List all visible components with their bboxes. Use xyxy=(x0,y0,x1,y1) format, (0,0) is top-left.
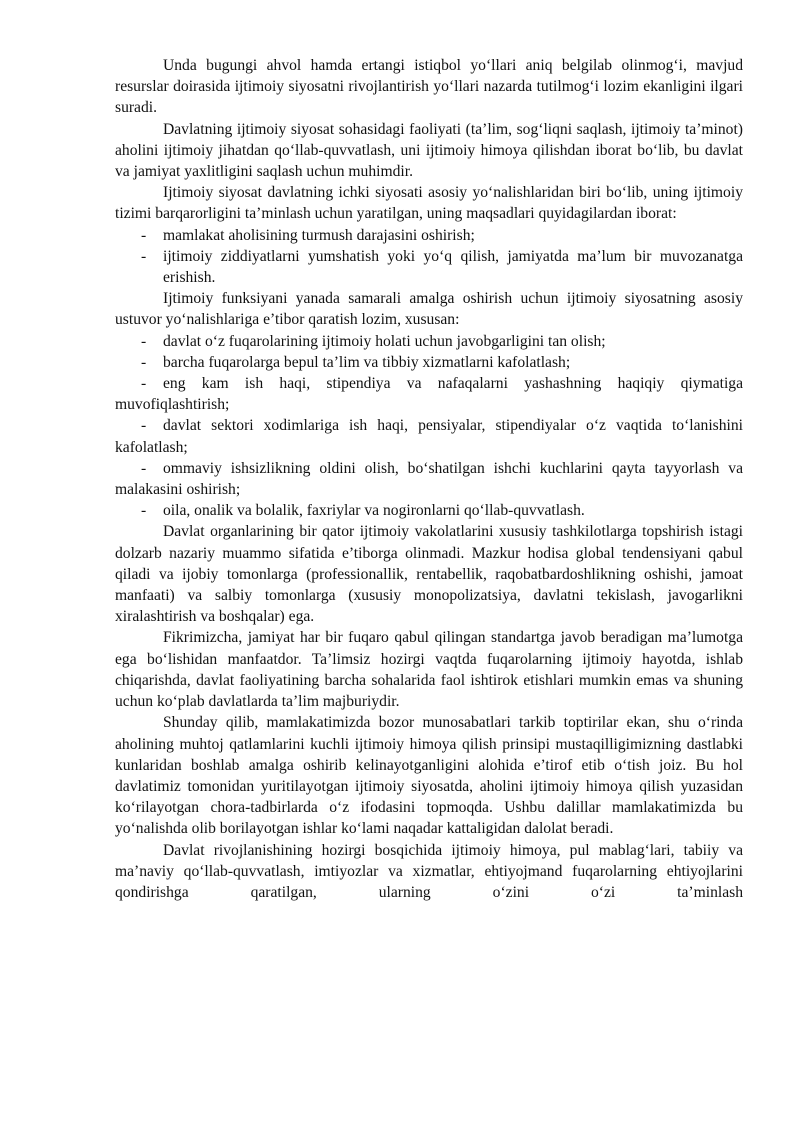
list-item xyxy=(115,373,743,415)
list-bullet: - xyxy=(141,459,147,477)
list-item-text: mamlakat aholisining turmush darajasini oshirish; xyxy=(163,226,475,244)
priorities-list xyxy=(115,331,743,522)
paragraph-6: Fikrimizcha, jamiyat har bir fuqaro qabul qilingan standartga javob beradigan ma’lumotga ega bo‘lishidan manfaatdor. Ta’limsiz hozirgi vaqtda fuqarolarning ijtimoiy hayotda, ishlab chiqarishda, davlat faoliyatining barcha sohalarida faol ishtirok etishlari mumkin emas va shuning uchun ko‘plab davlatlarda ta’lim majburiydir. xyxy=(115,629,743,711)
paragraph-1: Unda bugungi ahvol hamda ertangi istiqbol yo‘llari aniq belgilab olinmog‘i, mavjud resurslar doirasida ijtimoiy siyosatni rivojlantirish yo‘llari nazarda tutilmog‘i lozim ekanligini ilgari suradi. xyxy=(115,57,743,117)
list-bullet: - xyxy=(141,332,147,350)
paragraph-7: Shunday qilib, mamlakatimizda bozor munosabatlari tarkib toptirilar ekan, shu o‘rinda aholining muhtoj qatlamlarini kuchli ijtimoiy himoya qilish prinsipi mustaqilligimizning dastlabki kunlaridan boshlab amalga oshirib kelinayotganligini alohida e’tirof etib o‘tish joiz. Bu hol davlatimiz tomonidan yuritilayotgan ijtimoiy siyosatda, aholini ijtimoiy himoya qilish yuzasidan ko‘rilayotgan chora-tadbirlarda o‘z ifodasini topmoqda. Ushbu dalillar mamlakatimizda bu yo‘nalishda olib borilayotgan ishlar ko‘lami naqadar kattaligidan dalolat beradi. xyxy=(115,714,743,838)
list-bullet: - xyxy=(141,247,147,265)
list-item xyxy=(115,352,743,373)
paragraph-4: Ijtimoiy funksiyani yanada samarali amalga oshirish uchun ijtimoiy siyosatning asosiy ustuvor yo‘nalishlariga e’tibor qaratish lozim, xususan: xyxy=(115,290,743,329)
list-item-text: eng kam ish haqi, stipendiya va nafaqalarni yashashning haqiqiy qiymatiga muvofiqlashtirish; xyxy=(115,375,743,414)
list-item-text: barcha fuqarolarga bepul ta’lim va tibbiy xizmatlarni kafolatlash; xyxy=(163,353,571,371)
list-item-text: oila, onalik va bolalik, faxriylar va nogironlarni qo‘llab-quvvatlash. xyxy=(163,502,585,520)
goals-list xyxy=(115,225,743,289)
list-item xyxy=(115,458,743,500)
list-item-text: davlat o‘z fuqarolarining ijtimoiy holati uchun javobgarligini tan olish; xyxy=(163,332,606,350)
list-bullet: - xyxy=(141,502,147,520)
list-item xyxy=(115,415,743,457)
paragraph-8: Davlat rivojlanishining hozirgi bosqichida ijtimoiy himoya, pul mablag‘lari, tabiiy va ma’naviy qo‘llab-quvvatlash, imtiyozlar va xizmatlar, ehtiyojmand fuqarolarning ehtiyojlarini qondirishga qaratilgan, ularning o‘zini o‘zi ta’minlash xyxy=(115,841,743,901)
list-bullet: - xyxy=(141,375,147,393)
paragraph-3: Ijtimoiy siyosat davlatning ichki siyosati asosiy yo‘nalishlaridan biri bo‘lib, uning ijtimoiy tizimi barqarorligini ta’minlash uchun yaratilgan, uning maqsadlari quyidagilardan iborat: xyxy=(115,184,743,223)
paragraph-2: Davlatning ijtimoiy siyosat sohasidagi faoliyati (ta’lim, sog‘liqni saqlash, ijtimoiy ta’minot) aholini ijtimoiy jihatdan qo‘llab-quvvatlash, uni ijtimoiy himoya qilishdan iborat bo‘lib, bu davlat va jamiyat yaxlitligini saqlash uchun muhimdir. xyxy=(115,120,743,181)
list-item xyxy=(115,225,743,246)
list-item xyxy=(115,246,743,288)
list-item-text: ijtimoiy ziddiyatlarni yumshatish yoki yo‘q qilish, jamiyatda ma’lum bir muvozanatga erishish. xyxy=(163,247,743,287)
list-item-text: ommaviy ishsizlikning oldini olish, bo‘shatilgan ishchi kuchlarini qayta tayyorlash va malakasini oshirish; xyxy=(115,459,743,499)
list-bullet: - xyxy=(141,417,147,435)
document-page xyxy=(115,55,743,903)
list-item-text: davlat sektori xodimlariga ish haqi, pensiyalar, stipendiyalar o‘z vaqtida to‘lanishini kafolatlash; xyxy=(115,417,743,456)
list-item xyxy=(115,331,743,352)
list-item xyxy=(115,500,743,521)
paragraph-5: Davlat organlarining bir qator ijtimoiy vakolatlarini xususiy tashkilotlarga topshirish istagi dolzarb nazariy muammo sifatida e’tiborga olinmadi. Mazkur hodisa global tendensiyani qabul qiladi va ijobiy tomonlarga (professionallik, rentabellik, raqobatbardoshlikning oshishi, jamoat manfaati) va salbiy tomonlarga (xususiy monopolizatsiya, davlatni tekislash, javogarlikni xiralashtirish va boshqalar) ega. xyxy=(115,523,743,626)
list-bullet: - xyxy=(141,353,147,371)
list-bullet: - xyxy=(141,226,147,244)
